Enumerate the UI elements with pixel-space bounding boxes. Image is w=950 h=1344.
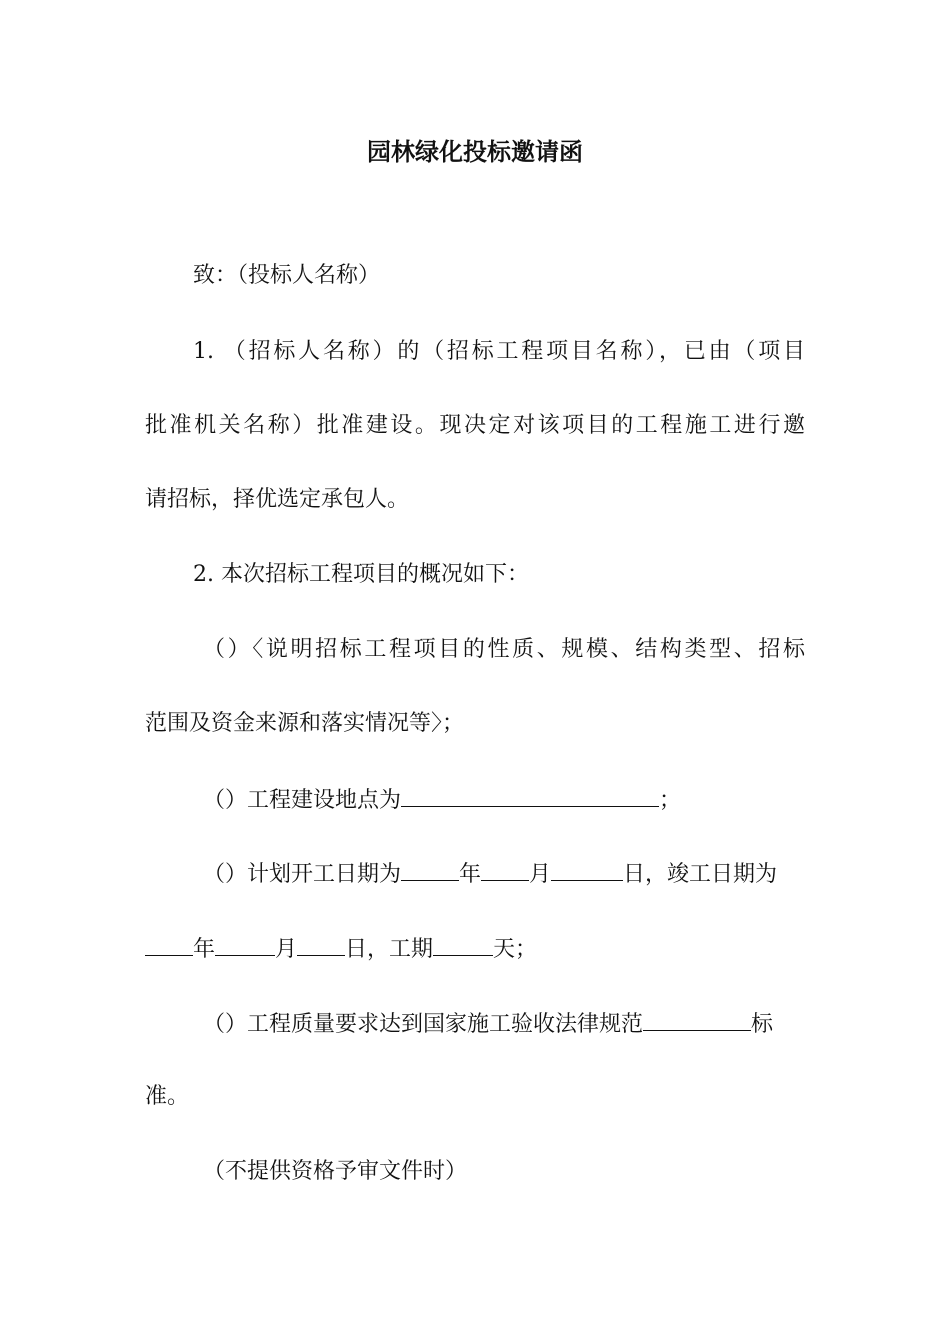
item2-sub2 (203, 784, 805, 816)
sub2-prefix: （）工程建设地点为 (203, 788, 402, 813)
item1-line1: 1. （招标人名称）的（招标工程项目名称），已由（项目 (193, 339, 805, 364)
sub2-suffix: ； (659, 788, 682, 813)
end-month-blank (215, 933, 275, 956)
item2-sub4-line2: 准。 (145, 1084, 190, 1109)
item2-sub4-line1 (203, 1008, 805, 1040)
location-blank (401, 784, 659, 807)
end-day-blank (297, 933, 345, 956)
sub3-month: 月 (529, 862, 552, 887)
sub3-day-end: 日，竣工日期为 (623, 862, 778, 887)
quality-blank (643, 1008, 751, 1031)
end-year-blank (145, 933, 193, 956)
document-title: 园林绿化投标邀请函 (367, 138, 583, 166)
sub3-l2-year: 年 (193, 937, 216, 962)
item1-line2: 批准机关名称）批准建设。现决定对该项目的工程施工进行邀 (145, 413, 805, 438)
item2-heading: 2. 本次招标工程项目的概况如下： (193, 562, 529, 587)
item2-sub1-line2: 范围及资金来源和落实情况等〉； (145, 711, 465, 736)
note: （不提供资格予审文件时） (203, 1159, 468, 1184)
salutation: 致：（投标人名称） (193, 263, 381, 288)
item2-sub3-line1 (203, 858, 805, 890)
item2-sub3-line2 (145, 933, 805, 965)
duration-blank (433, 933, 493, 956)
sub3-l2-day: 日，工期 (345, 937, 434, 962)
sub3-prefix: （）计划开工日期为 (203, 862, 402, 887)
sub3-l2-end: 天； (493, 937, 538, 962)
start-month-blank (481, 858, 529, 881)
sub3-year: 年 (459, 862, 482, 887)
item1-line3: 请招标，择优选定承包人。 (145, 487, 410, 512)
sub4-suffix: 标 (751, 1012, 774, 1037)
item2-sub1-line1: （）〈说明招标工程项目的性质、规模、结构类型、招标 (203, 637, 805, 662)
sub3-l2-month: 月 (275, 937, 298, 962)
sub4-prefix: （）工程质量要求达到国家施工验收法律规范 (203, 1012, 644, 1037)
start-year-blank (401, 858, 459, 881)
start-day-blank (551, 858, 623, 881)
